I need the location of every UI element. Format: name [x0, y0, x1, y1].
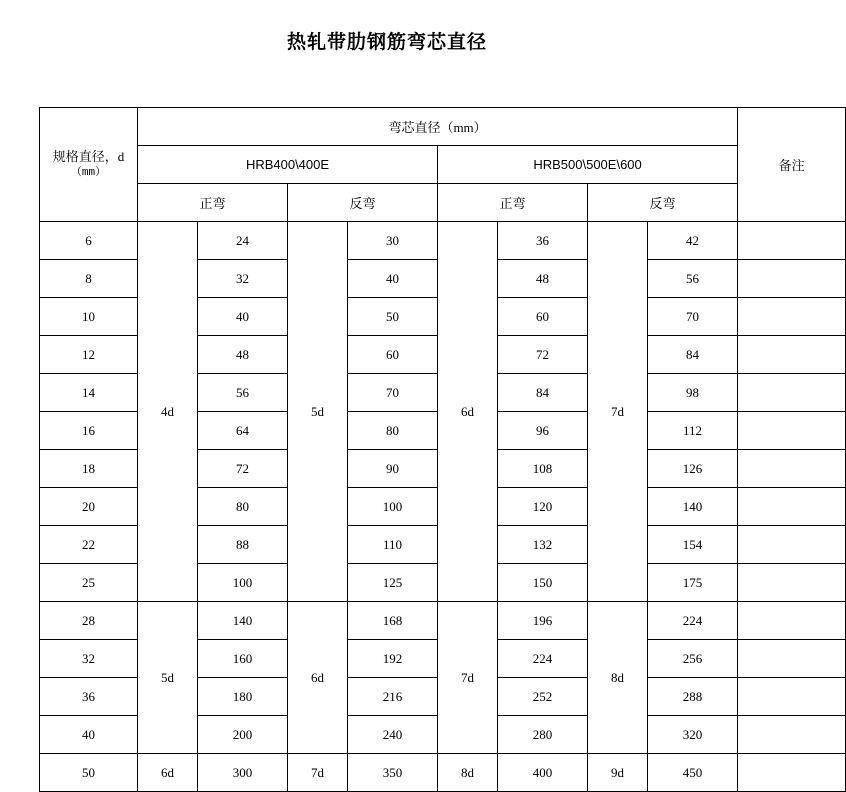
value-hrb500-reverse: 126 [648, 450, 738, 488]
table-body [40, 222, 846, 792]
value-hrb500-reverse: 154 [648, 526, 738, 564]
coef-hrb500-reverse: 7d [588, 222, 648, 602]
value-hrb400-forward: 32 [198, 260, 288, 298]
value-hrb500-forward: 280 [498, 716, 588, 754]
value-hrb500-reverse: 112 [648, 412, 738, 450]
header-bend-diameter: 弯芯直径（mm） [138, 108, 738, 146]
cell-spec-diameter: 16 [40, 412, 138, 450]
value-hrb400-forward: 200 [198, 716, 288, 754]
value-hrb400-forward: 80 [198, 488, 288, 526]
cell-remark [738, 298, 846, 336]
value-hrb400-reverse: 240 [348, 716, 438, 754]
cell-remark [738, 336, 846, 374]
value-hrb400-reverse: 40 [348, 260, 438, 298]
cell-remark [738, 716, 846, 754]
value-hrb400-reverse: 50 [348, 298, 438, 336]
bend-diameter-table-container [39, 107, 805, 792]
header-row-2 [40, 146, 846, 184]
value-hrb500-reverse: 56 [648, 260, 738, 298]
cell-remark [738, 374, 846, 412]
value-hrb400-forward: 40 [198, 298, 288, 336]
value-hrb400-reverse: 30 [348, 222, 438, 260]
cell-remark [738, 260, 846, 298]
header-grade-hrb400: HRB400\400E [138, 146, 438, 184]
coef-hrb500-reverse: 9d [588, 754, 648, 792]
coef-hrb400-forward: 6d [138, 754, 198, 792]
value-hrb400-forward: 88 [198, 526, 288, 564]
bend-diameter-table [39, 107, 846, 792]
value-hrb500-forward: 84 [498, 374, 588, 412]
value-hrb500-forward: 132 [498, 526, 588, 564]
cell-remark [738, 640, 846, 678]
cell-spec-diameter: 12 [40, 336, 138, 374]
value-hrb500-forward: 224 [498, 640, 588, 678]
coef-hrb400-reverse: 7d [288, 754, 348, 792]
cell-remark [738, 564, 846, 602]
value-hrb500-reverse: 256 [648, 640, 738, 678]
cell-spec-diameter: 32 [40, 640, 138, 678]
value-hrb500-reverse: 320 [648, 716, 738, 754]
cell-remark [738, 678, 846, 716]
value-hrb500-reverse: 84 [648, 336, 738, 374]
coef-hrb500-forward: 8d [438, 754, 498, 792]
value-hrb400-forward: 300 [198, 754, 288, 792]
cell-remark [738, 754, 846, 792]
cell-spec-diameter: 40 [40, 716, 138, 754]
cell-spec-diameter: 25 [40, 564, 138, 602]
value-hrb500-forward: 252 [498, 678, 588, 716]
cell-remark [738, 526, 846, 564]
cell-spec-diameter: 6 [40, 222, 138, 260]
value-hrb400-reverse: 110 [348, 526, 438, 564]
header-hrb400-reverse: 反弯 [288, 184, 438, 222]
value-hrb500-forward: 196 [498, 602, 588, 640]
page-title: 热轧带肋钢筋弯芯直径 [286, 32, 487, 53]
value-hrb400-forward: 56 [198, 374, 288, 412]
cell-remark [738, 412, 846, 450]
header-row-3 [40, 184, 846, 222]
cell-spec-diameter: 36 [40, 678, 138, 716]
value-hrb500-reverse: 450 [648, 754, 738, 792]
value-hrb500-forward: 120 [498, 488, 588, 526]
value-hrb500-forward: 96 [498, 412, 588, 450]
coef-hrb400-reverse: 6d [288, 602, 348, 754]
table-row [40, 602, 846, 640]
coef-hrb500-forward: 6d [438, 222, 498, 602]
cell-spec-diameter: 22 [40, 526, 138, 564]
value-hrb400-forward: 180 [198, 678, 288, 716]
value-hrb400-reverse: 70 [348, 374, 438, 412]
cell-spec-diameter: 20 [40, 488, 138, 526]
header-grade-hrb500: HRB500\500E\600 [438, 146, 738, 184]
value-hrb400-forward: 160 [198, 640, 288, 678]
coef-hrb400-reverse: 5d [288, 222, 348, 602]
value-hrb500-reverse: 140 [648, 488, 738, 526]
value-hrb500-reverse: 70 [648, 298, 738, 336]
value-hrb400-forward: 48 [198, 336, 288, 374]
table-row [40, 222, 846, 260]
value-hrb400-forward: 100 [198, 564, 288, 602]
header-remark: 备注 [738, 108, 846, 222]
value-hrb400-forward: 24 [198, 222, 288, 260]
value-hrb500-forward: 60 [498, 298, 588, 336]
value-hrb400-reverse: 350 [348, 754, 438, 792]
value-hrb400-reverse: 168 [348, 602, 438, 640]
value-hrb500-reverse: 288 [648, 678, 738, 716]
table-row [40, 754, 846, 792]
cell-spec-diameter: 10 [40, 298, 138, 336]
cell-spec-diameter: 18 [40, 450, 138, 488]
value-hrb500-reverse: 42 [648, 222, 738, 260]
table-header [40, 108, 846, 222]
coef-hrb500-reverse: 8d [588, 602, 648, 754]
value-hrb400-reverse: 216 [348, 678, 438, 716]
header-hrb500-forward: 正弯 [438, 184, 588, 222]
header-spec-line1: 规格直径，d [52, 149, 125, 165]
cell-remark [738, 450, 846, 488]
value-hrb400-reverse: 60 [348, 336, 438, 374]
value-hrb400-reverse: 125 [348, 564, 438, 602]
cell-spec-diameter: 28 [40, 602, 138, 640]
value-hrb400-reverse: 80 [348, 412, 438, 450]
header-hrb400-forward: 正弯 [138, 184, 288, 222]
value-hrb500-forward: 108 [498, 450, 588, 488]
value-hrb400-reverse: 100 [348, 488, 438, 526]
value-hrb500-forward: 72 [498, 336, 588, 374]
value-hrb400-reverse: 90 [348, 450, 438, 488]
header-spec-diameter [40, 108, 138, 222]
header-spec-line2: （mm） [70, 166, 107, 179]
cell-spec-diameter: 8 [40, 260, 138, 298]
value-hrb400-forward: 64 [198, 412, 288, 450]
cell-spec-diameter: 50 [40, 754, 138, 792]
value-hrb500-forward: 48 [498, 260, 588, 298]
value-hrb400-forward: 72 [198, 450, 288, 488]
coef-hrb500-forward: 7d [438, 602, 498, 754]
value-hrb500-forward: 400 [498, 754, 588, 792]
value-hrb400-reverse: 192 [348, 640, 438, 678]
header-row-1 [40, 108, 846, 146]
value-hrb500-reverse: 98 [648, 374, 738, 412]
value-hrb500-forward: 150 [498, 564, 588, 602]
cell-remark [738, 488, 846, 526]
value-hrb500-reverse: 175 [648, 564, 738, 602]
value-hrb500-reverse: 224 [648, 602, 738, 640]
cell-remark [738, 602, 846, 640]
coef-hrb400-forward: 4d [138, 222, 198, 602]
coef-hrb400-forward: 5d [138, 602, 198, 754]
value-hrb500-forward: 36 [498, 222, 588, 260]
value-hrb400-forward: 140 [198, 602, 288, 640]
cell-spec-diameter: 14 [40, 374, 138, 412]
cell-remark [738, 222, 846, 260]
header-hrb500-reverse: 反弯 [588, 184, 738, 222]
